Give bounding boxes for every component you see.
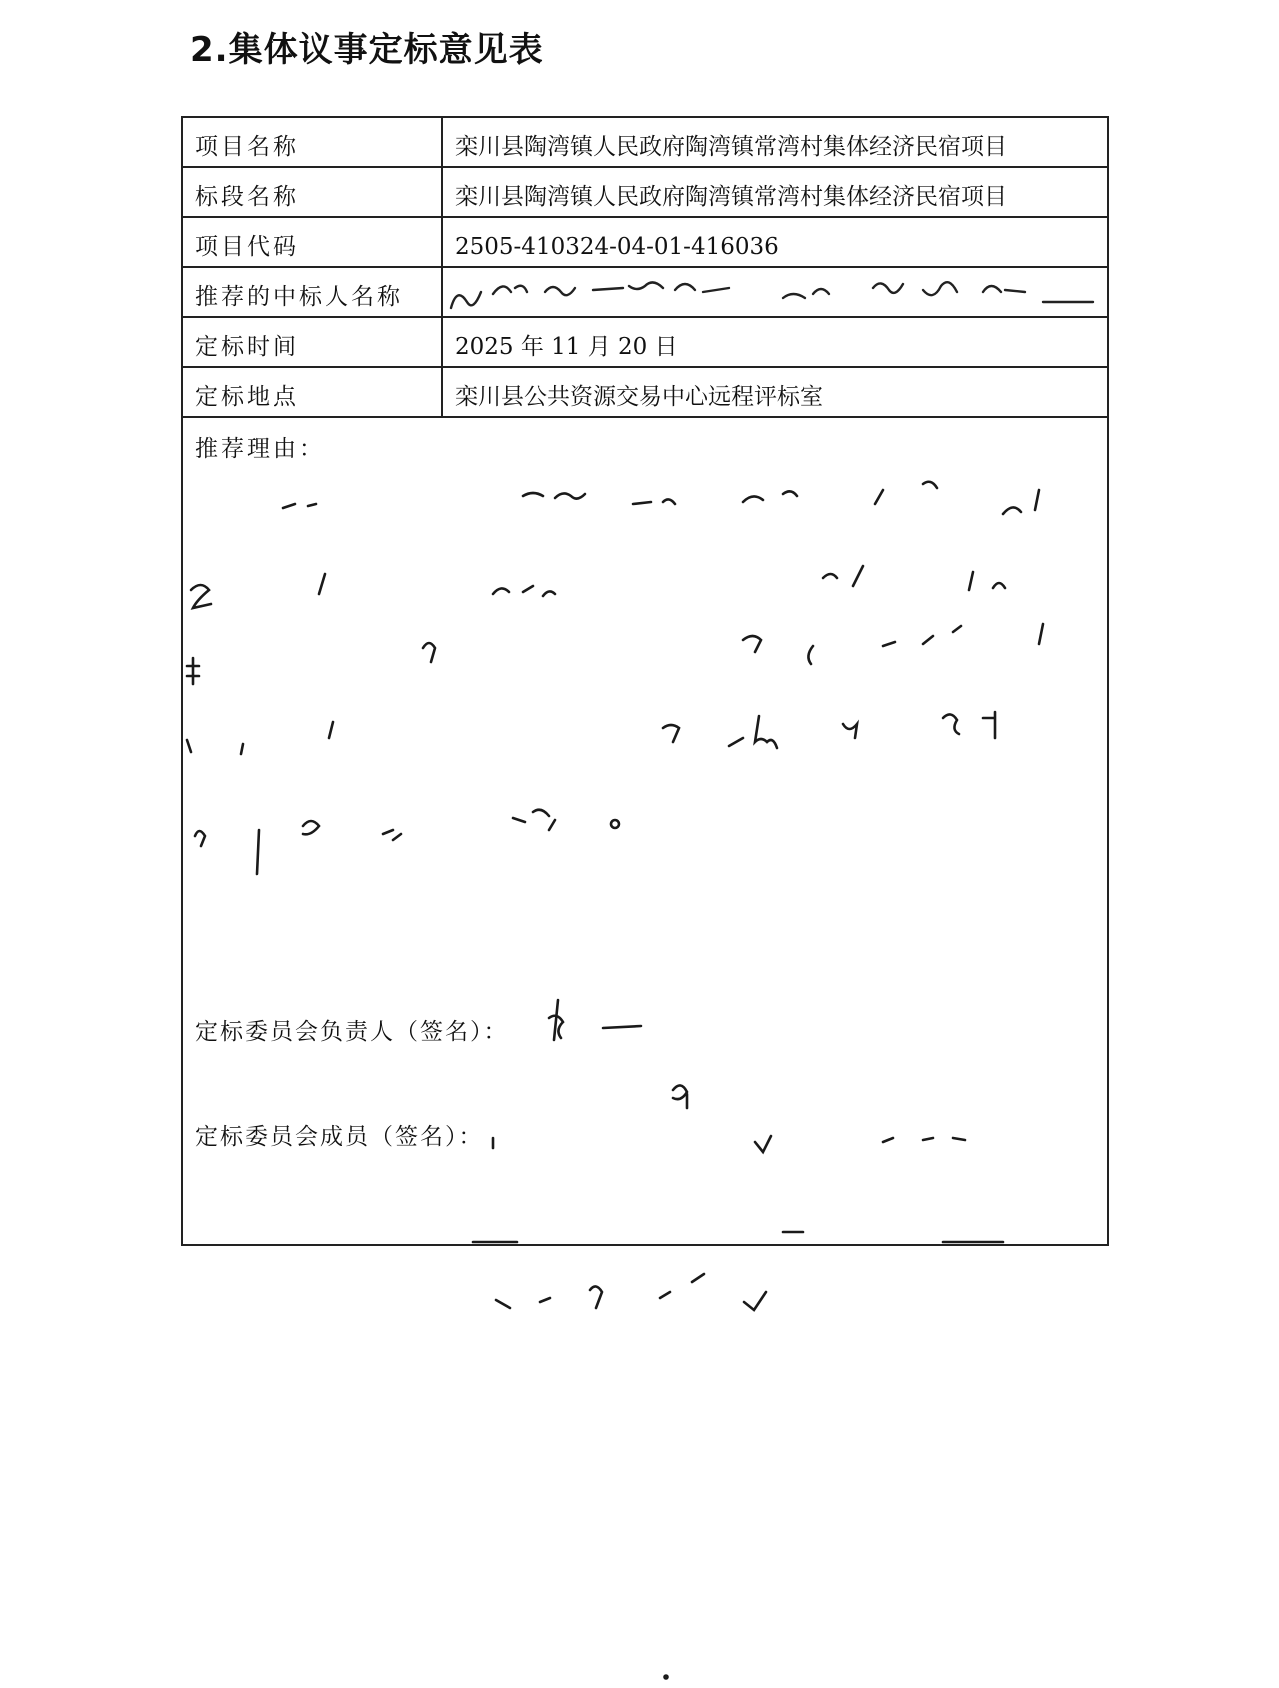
row-section-name [183, 168, 1107, 218]
row-label: 定标时间 [183, 318, 443, 366]
row-project-code [183, 218, 1107, 268]
row-label: 项目代码 [183, 218, 443, 266]
decision-form-table [181, 116, 1109, 1246]
row-recommended-bidder [183, 268, 1107, 318]
reason-label: 推荐理由： [195, 436, 325, 462]
row-label: 项目名称 [183, 118, 443, 166]
row-decision-time [183, 318, 1107, 368]
row-label: 推荐的中标人名称 [183, 268, 443, 316]
row-value: 栾川县公共资源交易中心远程评标室 [455, 384, 823, 410]
row-project-name [183, 118, 1107, 168]
row-value: 2025 年 11 月 20 日 [455, 334, 678, 360]
row-label: 标段名称 [183, 168, 443, 216]
row-decision-place [183, 368, 1107, 418]
page-title: 2.集体议事定标意见表 [190, 30, 544, 70]
members-signature-label: 定标委员会成员（签名）： [195, 1124, 484, 1150]
row-label: 定标地点 [183, 368, 443, 416]
row-value: 栾川县陶湾镇人民政府陶湾镇常湾村集体经济民宿项目 [455, 184, 1007, 210]
row-value: 2505-410324-04-01-416036 [455, 234, 779, 260]
leader-signature-label: 定标委员会负责人（签名）： [195, 1019, 509, 1045]
row-value: 栾川县陶湾镇人民政府陶湾镇常湾村集体经济民宿项目 [455, 134, 1007, 160]
